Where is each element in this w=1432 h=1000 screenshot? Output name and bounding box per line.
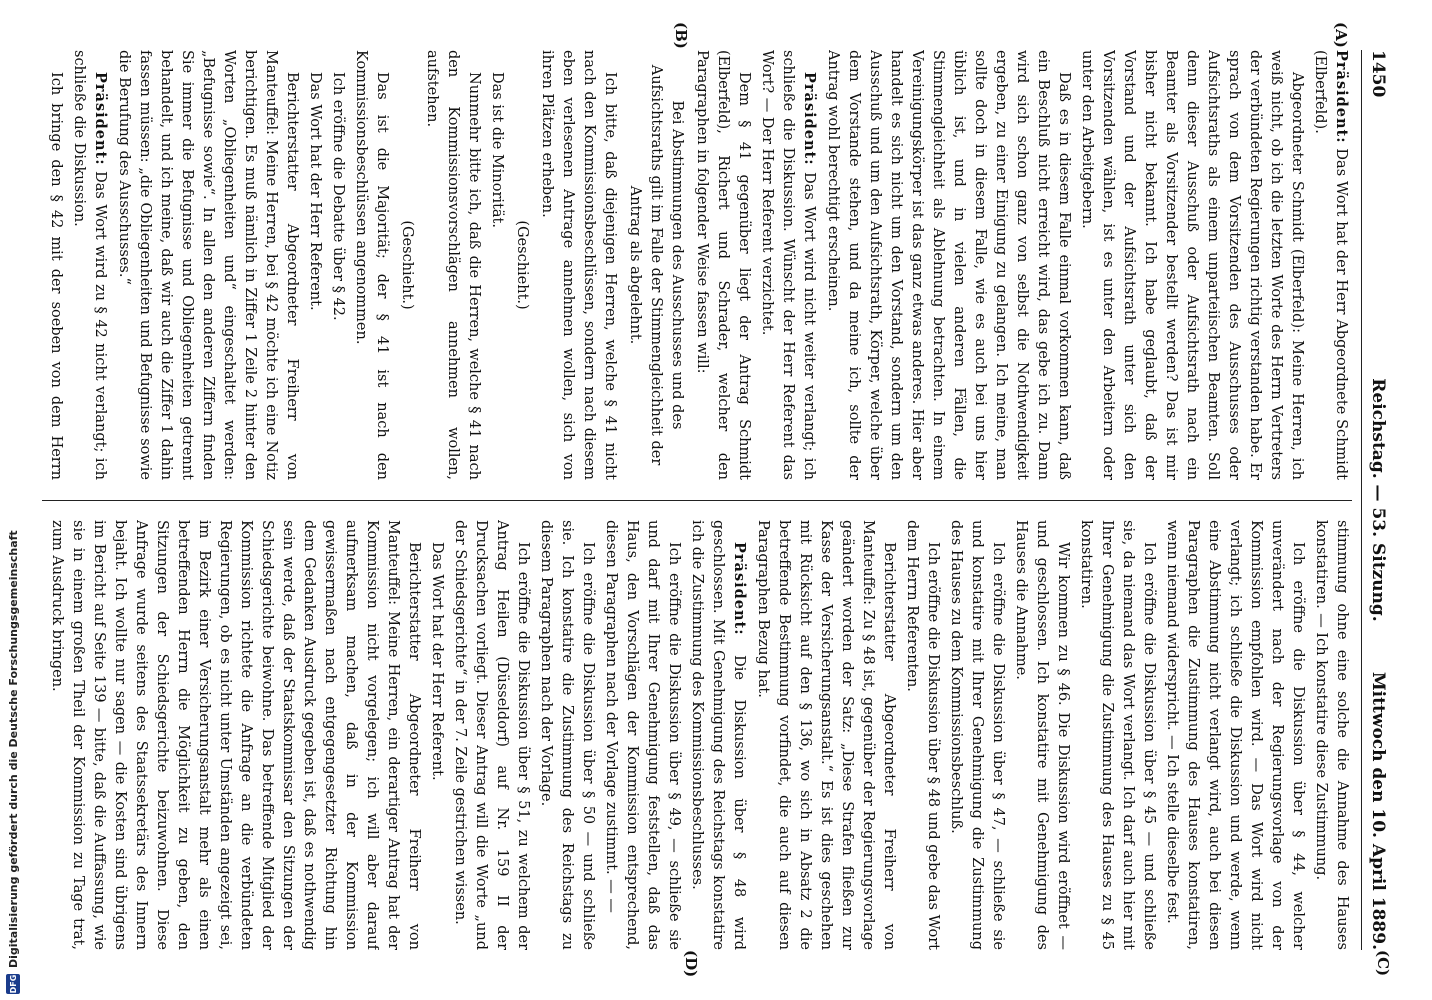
speaker-label: Präsident: [801,72,818,166]
paragraph [327,50,348,480]
page-number: 1450 [1368,50,1388,98]
paragraph-text: Ich eröffne die Diskussion über § 49, — schließe sie und darf mit Ihrer Genehmigung feststellen, daß das Haus, den Vorschlägen der Kommission entsprechend, diesen Paragraphen nach der Vorlage zustimmt. — — [603,520,682,950]
margin-mark-a: (A) [1332,22,1350,48]
paragraph [304,50,325,480]
paragraph [426,520,447,950]
column-divider [42,500,1352,501]
speaker-label: Präsident: [731,542,748,636]
paragraph-text: Das Wort wird zu § 42 nicht verlangt; ich schließe die Diskussion. [71,50,108,480]
paragraph-text: Das Wort hat der Herr Abgeordnete Schmidt (Elberfeld). [1312,50,1349,480]
paragraph-text: Das Wort wird nicht weiter verlangt; ich schließe die Diskussion. Wünscht der Herr Referent das Wort? — Der Herr Referent verzichtet. [759,50,817,480]
paragraph-text: stimmung ohne eine solche die Annahme des Hauses konstatiren. — Ich konstatire diese Zustimmung. [1313,520,1350,950]
paragraph-text: (Geschieht.) [399,220,415,310]
page-header [1361,50,1392,950]
paragraph [945,520,1008,950]
paragraph-text: Berichterstatter Abgeordneter Freiherr von Manteuffel: Meine Herren, bei § 42 möchte ich eine Notiz berichtigen. Es muß nämlich in Ziffer 1 Zeile 2 hinter den Worten „Obliegenheiten und“ eingeschaltet werden: „Befugnisse sowie“. In allen den anderen Ziffern finden Sie immer die Befugnisse und Obliegenheiten getrennt behandelt, und ich meine, daß wir auch die Ziffer 1 dahin fassen müssen: „die Obliegenheiten und Befugnisse sowie die Berufung des Ausschusses.“ [116,50,300,480]
right-column [42,520,1352,950]
margin-mark-b: (B) [672,22,690,49]
paragraph-text: Das Wort hat der Herr Referent. [429,542,445,781]
paragraph-text: Ich eröffne die Diskussion über § 47, — schließe sie und konstatire mit Ihrer Genehmigung die Zustimmung des Hauses zu dem Kommissionsbeschluß. [948,520,1006,950]
paragraph-text: Ich eröffne die Diskussion über § 51, zu welchem der Antrag Heilen (Düsseldorf) auf Nr. 159 II der Drucksachen vorliegt. Dieser Antrag will die Worte „und der Schiedsgerichte“ in der 7. Zeile gestrichen wissen. [452,520,531,950]
paragraph-text: Das ist die Minorität. [489,72,505,228]
paragraph [46,520,424,950]
paragraph [68,50,111,480]
paragraph [756,50,820,480]
paragraph [1010,520,1073,950]
paragraph [42,50,66,480]
paragraph [822,50,1074,480]
digitisation-credit [0,0,26,1000]
paragraph [42,520,44,950]
left-column [42,50,1352,480]
paragraph [421,50,484,480]
paragraph [901,520,943,950]
dfg-logo: DFG [6,974,20,994]
paragraph-text: Bei Abstimmungen des Ausschusses und des Aufsichtsraths gilt im Falle der Stimmengleichheit der Antrag als abgelehnt. [627,64,685,466]
paragraph-text: Das ist die Majorität; der § 41 ist nach den Kommissionsbeschlüssen angenommen. [353,50,390,480]
paragraph [1161,520,1308,950]
paragraph-text: Wir kommen zu § 46. Die Diskussion wird eröffnet — und geschlossen. Ich konstatire mit Genehmigung des Hauses die Annahme. [1013,520,1071,950]
paragraph [1309,50,1352,480]
paragraph [624,50,687,480]
paragraph [536,50,620,480]
paragraph [350,50,392,480]
paragraph [686,520,750,950]
paragraph [1076,50,1307,480]
paragraph [752,520,899,950]
margin-mark-c: (C) [1374,950,1392,977]
running-title: Reichstag. — 53. Sitzung. [1368,378,1388,622]
paragraph-text: Ich eröffne die Diskussion über § 44, welcher unverändert nach der Regierungsvorlage von der Kommission empfohlen wird. — Das Wort wird nicht verlangt; ich schließe die Diskussion und werde, wenn eine Abstimmung nicht verlangt wird, auch bei diesen Paragraphen die Zustimmung des Hauses konstatiren, wenn niemand widerspricht. — Ich stelle dieselbe fest. [1164,520,1306,950]
paragraph [1075,520,1159,950]
paragraph [396,50,417,480]
paragraph-text: Berichterstatter Abgeordneter Freiherr von Manteuffel: Zu § 48 ist, gegenüber der Regierungsvorlage geändert worden der Satz: „Diese Strafen fließen zur Kasse der Versicherungsanstalt.“ Es ist dies geschehen mit Rücksicht auf den § 136, wo sich in Absatz 2 die betreffende Bestimmung vorfindet, die auch auf diesen Paragraphen Bezug hat. [755,520,897,950]
paragraph-text: Ich bringe den § 42 mit der soeben von dem Herrn [48,72,64,480]
paragraph-text: Daß es in diesem Falle einmal vorkommen kann, daß ein Beschluß nicht erreicht wird, das gebe ich zu. Dann wird sich schon ganz von selbst die Nothwendigkeit ergeben, zu einer Einigung zu gelangen. Ich meine, man sollte doch in diesem Falle, wie es auch bei uns hier üblich ist, und in vielen anderen Fällen, die Stimmengleichheit als Ablehnung betrachten. In einem Vereinigungskörper ist das ganz etwas anderes. Hier aber handelt es sich nicht um den Vorstand, sondern um den Ausschuß und um den Aufsichtsrath, Körper, welche über dem Vorstande stehen, und da meine ich, sollte der Antrag wohl berechtigt erscheinen. [825,50,1072,480]
paragraph [535,520,598,950]
speaker-label: Präsident: [92,72,109,166]
paragraph-text: Berichterstatter Abgeordneter Freiherr von Manteuffel: Meine Herren, ein derartiger Antrag hat der Kommission nicht vorgelegen; ich will aber darauf aufmerksam machen, daß in der Kommission gewissermaßen nach entgegengesetzter Richtung hin dem Gedanken Ausdruck gegeben ist, daß es nothwendig sein werde, daß der Staatskommissar den Sitzungen der Schiedsgerichte beiwohne. Das betreffende Mitglied der Kommission richtete die Anfrage an die verbündeten Regierungen, ob es nicht unter Umständen angezeigt sei, im Bezirk einer Versicherungsanstalt mehr als einen betreffenden Herrn die Möglichkeit zu geben, den Sitzungen der Schiedsgerichte beizuwohnen. Diese Anfrage wurde seitens des Staatssekretärs des Innern bejaht. Ich wollte nur sagen — die Kosten sind übrigens im Bericht auf Seite 139 — bitte, daß die Auffassung, wie sie in einem großen Theil der Kommission zu Tage trat, zum Ausdruck bringen. [49,520,422,950]
paragraph-text: Ich bitte, daß diejenigen Herren, welche § 41 nicht nach den Kommissionsbeschlüssen, sondern nach diesem eben verlesenen Antrage annehmen wollen, sich von ihren Plätzen erheben. [539,50,618,480]
paragraph-text: Ich eröffne die Debatte über § 42. [330,72,346,321]
credit-text: Digitalisierung gefördert durch die Deutsche Forschungsgemeinschaft [6,530,20,968]
paragraph [1310,520,1352,950]
paragraph-text: Ich eröffne die Diskussion über § 48 und gebe das Wort dem Herrn Referenten. [904,520,941,950]
paragraph [113,50,302,480]
paragraph [691,50,754,480]
paragraph-text: Abgeordneter Schmidt (Elberfeld): Meine Herren, ich weiß nicht, ob ich die letzten Worte des Herrn Vertreters der verbündeten Regierungen richtig verstanden habe. Er sprach von dem Vorsitzenden des Ausschusses oder Aufsichtsraths als einem unparteiischen Beamten. Soll denn dieser Ausschuß oder Aufsichtsrath nach ein Beamter als Vorsitzender bestellt werden? Das ist mir bisher nicht bekannt. Ich habe geglaubt, daß der Vorstand und der Aufsichtsrath unter sich den Vorsitzenden wählen, ist es unter den Arbeitern oder unter den Arbeitgebern. [1079,50,1305,480]
session-date: Mittwoch den 10. April 1889. [1368,671,1388,950]
paragraph-text: Die Diskussion über § 48 wird geschlossen. Mit Genehmigung des Reichstags konstatire ich die Zustimmung des Kommissionsbeschlusses. [689,520,747,950]
paragraph [511,50,532,480]
paragraph-text: Dem § 41 gegenüber liegt der Antrag Schmidt (Elberfeld), Richert und Schrader, welcher den Paragraphen in folgender Weise fassen will: [694,50,752,480]
speaker-label: Präsident: [1333,50,1350,144]
margin-mark-d: (D) [682,950,700,978]
paragraph [449,520,533,950]
paragraph [600,520,684,950]
paragraph-text: (Geschieht.) [514,220,530,310]
paragraph-text: Das Wort hat der Herr Referent. [307,72,323,311]
paragraph-text: Ich eröffne die Diskussion über § 45 — und schließe sie, da niemand das Wort verlangt. Ich darf auch hier mit Ihrer Genehmigung die Zustimmung des Hauses zu § 45 konstatiren. [1078,520,1157,950]
paragraph [486,50,507,480]
paragraph-text: Ich eröffne die Diskussion über § 50 — und schließe sie. Ich konstatire die Zustimmung des Reichstags zu diesem Paragraphen nach der Vorlage. [538,520,596,950]
document-page [30,22,1410,978]
paragraph-text: Nunmehr bitte ich, daß die Herren, welche § 41 nach den Kommissionsvorschlägen annehmen wollen, aufstehen. [424,50,482,480]
